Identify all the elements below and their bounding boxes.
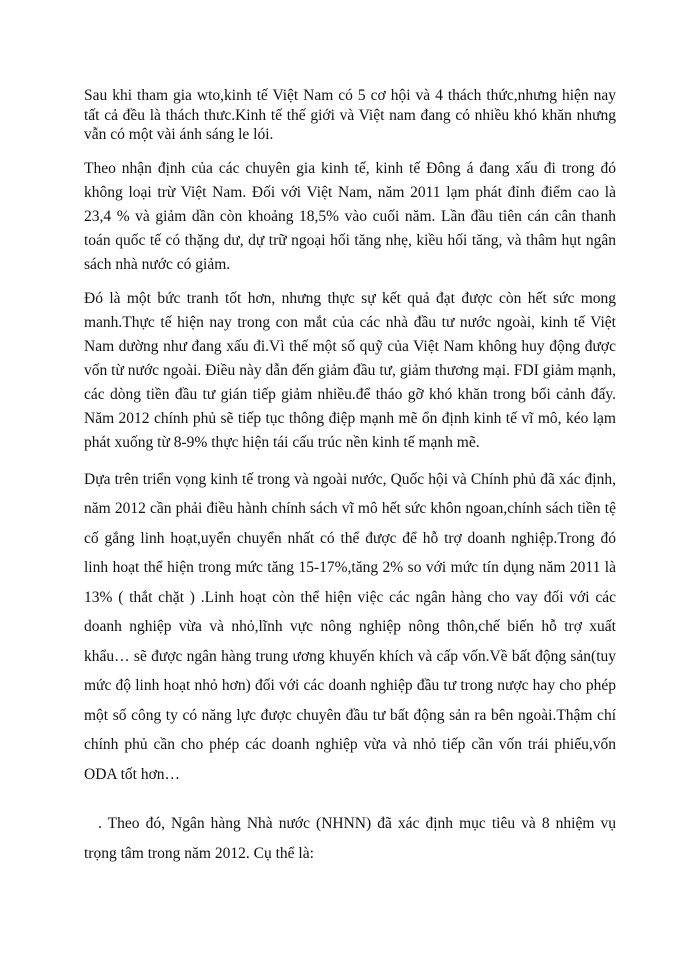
paragraph-wto-overview: Sau khi tham gia wto,kinh tế Việt Nam có 5 cơ hội và 4 thách thức,nhưng hiện nay tất cả đều là thách thưc.Kinh tế thế giới và Việt nam đang có nhiều khó khăn nhưng vẫn có một vài ánh sáng le lói. [84, 87, 616, 143]
document-page [84, 86, 616, 868]
paragraph-policy-direction: Dựa trên triển vọng kinh tế trong và ngoài nước, Quốc hội và Chính phủ đã xác định, năm 2012 cần phải điều hành chính sách vĩ mô hết sức khôn ngoan,chính sách tiền tệ cố gắng linh hoạt,uyển chuyển nhất có thể được để hỗ trợ doanh nghiệp.Trong đó linh hoạt thể hiện trong mức tăng 15-17%,tăng 2% so với mức tín dụng năm 2011 là 13% ( thắt chặt ) .Linh hoạt còn thể hiện việc các ngân hàng cho vay đối với các doanh nghiệp vừa và nhỏ,lĩnh vực nông nghiệp nông thôn,chế biến hỗ trợ xuất khẩu… sẽ được ngân hàng trung ương khuyến khích và cấp vốn.Về bất động sản(tuy mức độ linh hoạt nhỏ hơn) đối với các doanh nghiệp đầu tư trong nược hay cho phép một số công ty có năng lực được chuyên đầu tư bất động sản ra bên ngoài.Thậm chí chính phủ cần cho phép các doanh nghiệp vừa và nhỏ tiếp cần vốn trái phiếu,vốn ODA tốt hơn… [84, 470, 616, 783]
paragraph-sbv-tasks: . Theo đó, Ngân hàng Nhà nước (NHNN) đã xác định mục tiêu và 8 nhiệm vụ trọng tâm trong năm 2012. Cụ thể là: [84, 815, 616, 862]
paragraph-expert-assessment: Theo nhận định của các chuyên gia kinh tế, kinh tế Đông á đang xấu đi trong đó không loại trừ Việt Nam. Đối với Việt Nam, năm 2011 lạm phát đỉnh điểm cao là 23,4 % và giảm dần còn khoảng 18,5% vào cuối năm. Lần đầu tiên cán cân thanh toán quốc tế có thặng dư, dự trữ ngoại hối tăng nhẹ, kiều hối tăng, và thâm hụt ngân sách nhà nước có giảm. [84, 159, 616, 273]
paragraph-investor-outlook: Đó là một bức tranh tốt hơn, nhưng thực sự kết quả đạt được còn hết sức mong manh.Thực tế hiện nay trong con mắt của các nhà đầu tư nước ngoài, kinh tế Việt Nam dường như đang xấu đi.Vì thế một số quỹ của Việt Nam không huy động được vốn từ nước ngoài. Điều này dẫn đến giảm đầu tư, giảm thương mại. FDI giảm mạnh, các dòng tiền đầu tư gián tiếp giảm nhiều.để tháo gỡ khó khăn trong bối cảnh đấy. Năm 2012 chính phủ sẽ tiếp tục thông điệp mạnh mẽ ổn định kinh tế vĩ mô, kéo lạm phát xuống từ 8-9% thực hiện tái cấu trúc nền kinh tế mạnh mẽ. [84, 289, 616, 451]
